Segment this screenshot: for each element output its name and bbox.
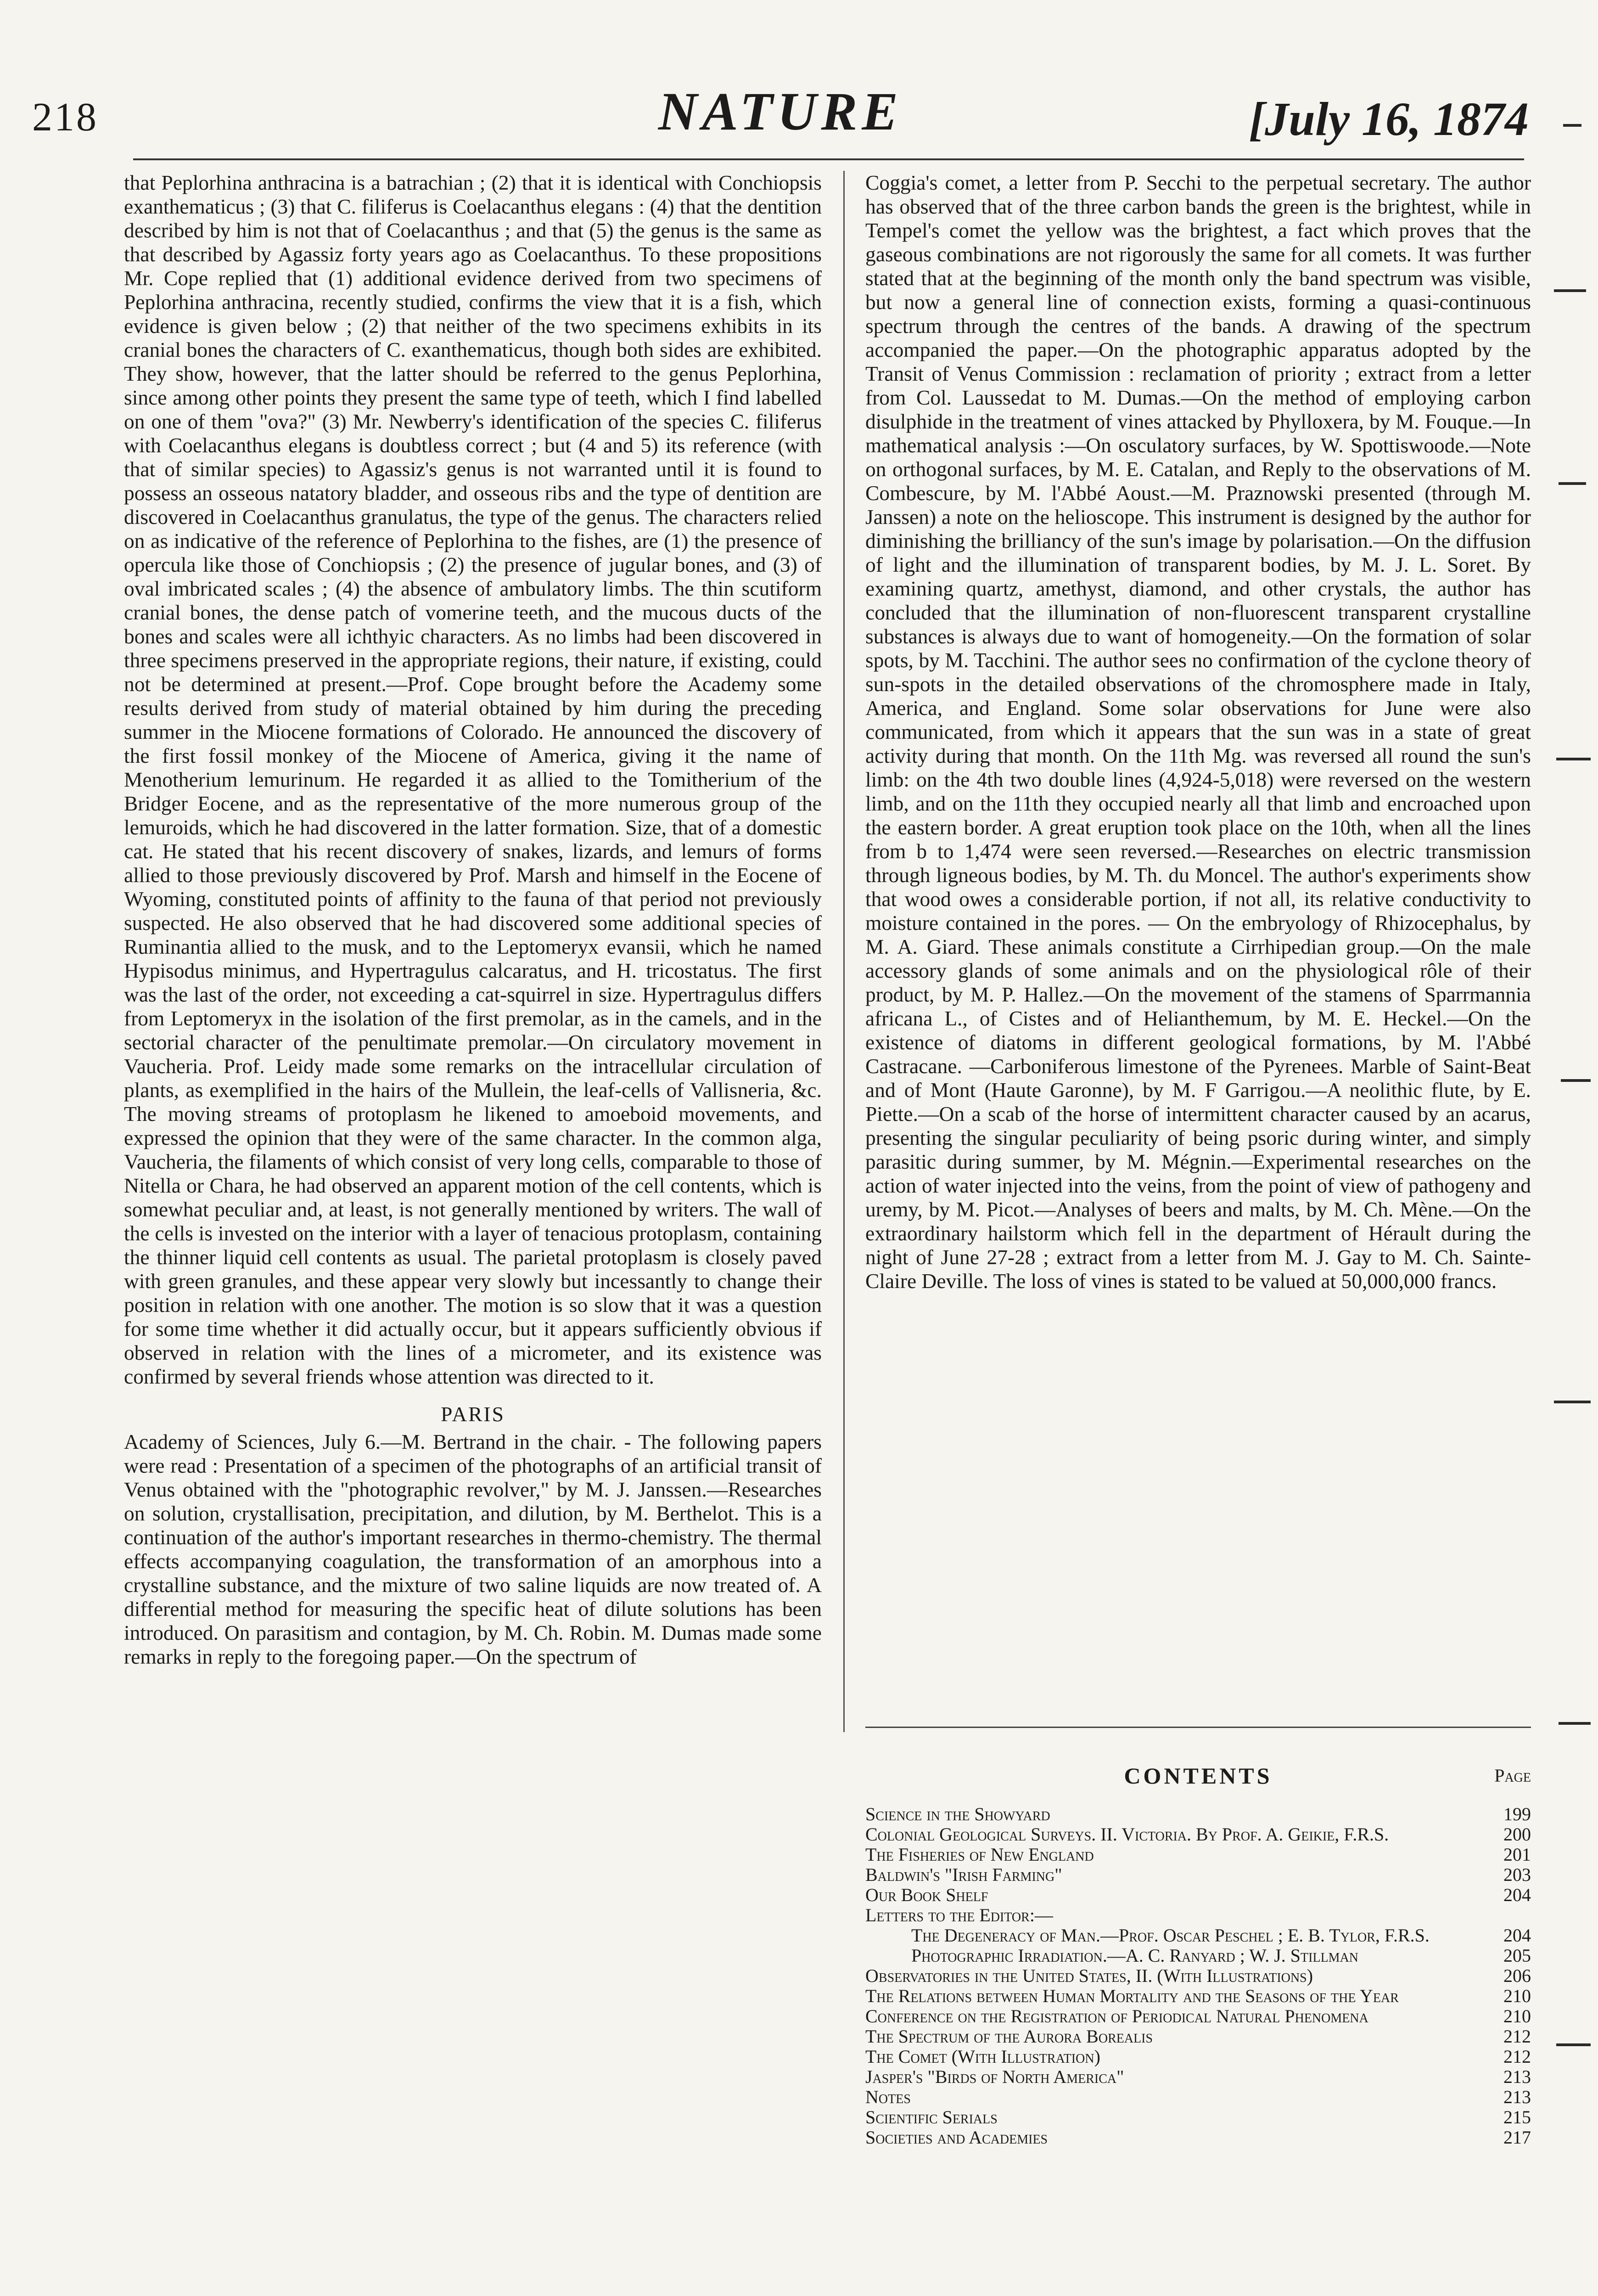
contents-item <box>865 2127 1531 2148</box>
contents-item-page: 205 <box>1503 1945 1531 1966</box>
page-header <box>32 80 1529 149</box>
contents-item <box>865 2067 1531 2087</box>
right-column <box>865 171 1531 1293</box>
margin-mark <box>1556 2043 1591 2046</box>
contents-item-page: 212 <box>1503 2026 1531 2047</box>
contents-item-title: Conference on the Registration of Periodical Natural Phenomena <box>865 2006 1368 2026</box>
margin-mark <box>1559 482 1586 485</box>
header-rule <box>133 158 1524 160</box>
contents-item-title: Our Book Shelf <box>865 1885 988 1905</box>
contents-list <box>865 1804 1531 2148</box>
page-number: 218 <box>32 95 98 140</box>
column-divider <box>843 171 845 1732</box>
contents-item-page: 206 <box>1503 1965 1531 1986</box>
contents-item-page: 204 <box>1503 1925 1531 1946</box>
contents-item-page: 201 <box>1503 1844 1531 1865</box>
contents-item-page: 210 <box>1503 2006 1531 2026</box>
paragraph: Academy of Sciences, July 6.—M. Bertrand in the chair. - The following papers were read : Presentation of a specimen of the photographs of an artificial transit of Venus obtained with the "photographic revolver," by M. J. Janssen.—Researches on solution, crystallisation, precipitation, and dilution, by M. Berthelot. This is a continuation of the author's important researches in thermo-chemistry. The thermal effects accompanying coagulation, the transformation of an amorphous into a crystalline substance, and the mixture of two saline liquids are now treated of. A differential method for measuring the specific heat of dilute solutions has been introduced. On parasitism and contagion, by M. Ch. Robin. M. Dumas made some remarks in reply to the foregoing paper.—On the spectrum of <box>124 1430 822 1668</box>
contents-item-title: Colonial Geological Surveys. II. Victoria. By Prof. A. Geikie, F.R.S. <box>865 1824 1389 1845</box>
contents-item-title: Science in the Showyard <box>865 1804 1050 1824</box>
contents-item-title: Observatories in the United States, II. (With Illustrations) <box>865 1965 1313 1986</box>
contents-page-label: Page <box>1494 1765 1531 1786</box>
contents-item <box>865 2006 1531 2026</box>
contents-item-page: 217 <box>1503 2127 1531 2148</box>
contents-item <box>865 1885 1531 1905</box>
contents-item <box>865 2107 1531 2127</box>
contents-item-page: 212 <box>1503 2046 1531 2067</box>
margin-mark <box>1556 758 1591 760</box>
contents-item-title: The Relations between Human Mortality and the Seasons of the Year <box>865 1986 1399 2006</box>
margin-mark <box>1559 1722 1591 1725</box>
contents-item <box>865 1966 1531 1986</box>
contents-item-title: Scientific Serials <box>865 2107 998 2127</box>
contents-item-title: The Comet (With Illustration) <box>865 2046 1100 2067</box>
margin-mark <box>1554 1401 1591 1403</box>
contents-item <box>865 1804 1531 1824</box>
left-column <box>124 171 822 1669</box>
contents-item-title: The Fisheries of New England <box>865 1844 1094 1865</box>
contents-item <box>865 1905 1531 1925</box>
contents-item <box>865 1925 1531 1946</box>
contents-item <box>865 1946 1531 1966</box>
contents-item <box>865 1865 1531 1885</box>
contents-item <box>865 2087 1531 2107</box>
paragraph: Coggia's comet, a letter from P. Secchi to the perpetual secretary. The author has observed that of the three carbon bands the green is the brightest, while in Tempel's comet the yellow was the brightest, a fact which proves that the gaseous combinations are not rigorously the same for all comets. It was further stated that at the beginning of the month only the band spectrum was visible, but now a general line of connection exists, forming a quasi-continuous spectrum through the centres of the bands. A drawing of the spectrum accompanied the paper.—On the photographic apparatus adopted by the Transit of Venus Commission : reclamation of priority ; extract from a letter from Col. Laussedat to M. Dumas.—On the method of employing carbon disulphide in the treatment of vines attacked by Phylloxera, by M. Fouque.—In mathematical analysis :—On osculatory surfaces, by W. Spottiswoode.—Note on orthogonal surfaces, by M. E. Catalan, and Reply to the observations of M. Combescure, by M. l'Abbé Aoust.—M. Praznowski presented (through M. Janssen) a note on the helioscope. This instrument is designed by the author for diminishing the brilliancy of the sun's image by polarisation.—On the diffusion of light and the illumination of transparent bodies, by M. J. L. Soret. By examining quartz, amethyst, diamond, and other crystals, the author has concluded that the illumination of non-fluorescent transparent crystalline substances is always due to want of homogeneity.—On the formation of solar spots, by M. Tacchini. The author sees no confirmation of the cyclone theory of sun-spots in the detailed observations of the chromosphere made in Italy, America, and England. Some solar observations for June were also communicated, from which it appears that the sun was in a state of great activity during that month. On the 11th Mg. was reversed all round the sun's limb: on the 4th two double lines (4,924-5,018) were reversed on the western limb, and on the 11th they occupied nearly all that limb and encroached upon the eastern border. A great eruption took place on the 10th, when all the lines from b to 1,474 were seen reversed.—Researches on electric transmission through ligneous bodies, by M. Th. du Moncel. The author's experiments show that wood owes a considerable portion, if not all, its relative conductivity to moisture contained in the pores. — On the embryology of Rhizocephalus, by M. A. Giard. These animals constitute a Cirrhipedian group.—On the male accessory glands of some animals and on the physiological rôle of their product, by M. P. Hallez.—On the movement of the stamens of Sparrmannia africana L., of Cistes and of Helianthemum, by M. E. Heckel.—On the existence of diatoms in different geological formations, by M. l'Abbé Castracane. —Carboniferous limestone of the Pyrenees. Marble of Saint-Beat and of Mont (Haute Garonne), by M. F Garrigou.—A neolithic flute, by E. Piette.—On a scab of the horse of intermittent character caused by an acarus, presenting the singular peculiarity of being psoric during winter, and simply parasitic during summer, by M. Mégnin.—Experimental researches on the action of water injected into the veins, from the point of view of pathogeny and uremy, by M. Picot.—Analyses of beers and malts, by M. Ch. Mène.—On the extraordinary hailstorm which fell in the department of Hérault during the night of June 27-28 ; extract from a letter from M. J. Gay to M. Ch. Sainte-Claire Deville. The loss of vines is stated to be valued at 50,000,000 francs. <box>865 171 1531 1293</box>
contents-item-title: The Degeneracy of Man.—Prof. Oscar Peschel ; E. B. Tylor, F.R.S. <box>911 1925 1430 1946</box>
issue-date: [July 16, 1874 <box>1249 93 1529 146</box>
contents-item-page: 200 <box>1503 1824 1531 1845</box>
contents-item-title: Societies and Academies <box>865 2127 1048 2148</box>
contents-item-title: The Spectrum of the Aurora Borealis <box>865 2026 1153 2047</box>
paragraph: that Peplorhina anthracina is a batrachian ; (2) that it is identical with Conchiopsis exanthematicus ; (3) that C. filiferus is Coelacanthus elegans : (4) that the dentition described by him is not that of Coelacanthus ; and that (5) the genus is the same as that described by Agassiz forty years ago as Coelacanthus. To these propositions Mr. Cope replied that (1) additional evidence derived from two specimens of Peplorhina anthracina, recently studied, confirms the view that it is a fish, which evidence is given below ; (2) that neither of the two specimens exhibits in its cranial bones the characters of C. exanthematicus, though both sides are exhibited. They show, however, that the latter should be referred to the genus Peplorhina, since among other points they present the same type of teeth, which I find labelled on one of them "ova?" (3) Mr. Newberry's identification of the species C. filiferus with Coelacanthus elegans is doubtless correct ; but (4 and 5) its reference (with that of similar species) to Agassiz's genus is not warranted until it is found to possess an osseous natatory bladder, and osseous ribs and the type of dentition are discovered in Coelacanthus granulatus, the type of the genus. The characters relied on as indicative of the reference of Peplorhina to the fishes, are (1) the presence of opercula like those of Conchiopsis ; (2) the presence of jugular bones, and (3) of oval imbricated scales ; (4) the absence of ambulatory limbs. The thin scutiform cranial bones, the dense patch of vomerine teeth, and the mucous ducts of the bones and scales were all ichthyic characters. As no limbs had been discovered in three specimens preserved in the appropriate regions, their nature, if existing, could not be determined at present.—Prof. Cope brought before the Academy some results derived from study of material obtained by him during the preceding summer in the Miocene formations of Colorado. He announced the discovery of the first fossil monkey of the Miocene of America, giving it the name of Menotherium lemurinum. He regarded it as allied to the Tomitherium of the Bridger Eocene, and as the representative of the more numerous group of the lemuroids, which he had discovered in the latter formation. Size, that of a domestic cat. He stated that his recent discovery of snakes, lizards, and lemurs of forms allied to those previously discovered by Prof. Marsh and himself in the Eocene of Wyoming, constituted points of affinity to the fauna of that period not previously suspected. He also observed that he had discovered some additional species of Ruminantia allied to the musk, and to the Leptomeryx evansii, which he named Hypisodus minimus, and Hypertragulus calcaratus, and H. tricostatus. The first was the last of the order, not exceeding a cat-squirrel in size. Hypertragulus differs from Leptomeryx in the isolation of the first premolar, as in the camels, and in the sectorial character of the penultimate premolar.—On circulatory movement in Vaucheria. Prof. Leidy made some remarks on the intracellular circulation of plants, as exemplified in the hairs of the Mullein, the leaf-cells of Vallisneria, &c. The moving streams of protoplasm he likened to amoeboid movements, and expressed the opinion that they were of the same character. In the common alga, Vaucheria, the filaments of which consist of very long cells, comparable to those of Nitella or Chara, he had observed an apparent motion of the cell contents, which is somewhat peculiar and, at least, is not generally mentioned by writers. The wall of the cells is invested on the interior with a layer of tenacious protoplasm, containing the thinner liquid cell contents as usual. The parietal protoplasm is closely paved with green granules, and these appear very slowly but incessantly to change their position in relation with one another. The motion is so slow that it was a question for some time whether it did actually occur, but it appears sufficiently obvious if observed in relation with the lines of a micrometer, and its existence was confirmed by several friends whose attention was directed to it. <box>124 171 822 1388</box>
contents-item-page: 213 <box>1503 2087 1531 2107</box>
contents-section <box>865 1763 1531 2148</box>
contents-title: CONTENTS <box>1124 1763 1273 1789</box>
adjacent-page-margin <box>1549 69 1598 2273</box>
contents-item-title: Photographic Irradiation.—A. C. Ranyard ; W. J. Stillman <box>911 1945 1359 1966</box>
margin-mark <box>1554 289 1586 292</box>
section-heading: PARIS <box>441 1402 505 1426</box>
contents-item <box>865 1986 1531 2006</box>
contents-item-page: 204 <box>1503 1885 1531 1905</box>
contents-item-title: Jasper's "Birds of North America" <box>865 2066 1124 2087</box>
margin-mark <box>1561 1079 1591 1082</box>
contents-item-title: Notes <box>865 2087 911 2107</box>
contents-item-page: 215 <box>1503 2107 1531 2127</box>
contents-item <box>865 1845 1531 1865</box>
contents-item-page: 213 <box>1503 2066 1531 2087</box>
contents-item <box>865 2026 1531 2047</box>
margin-mark <box>1563 124 1581 127</box>
contents-rule <box>865 1727 1531 1728</box>
contents-item-page: 199 <box>1503 1804 1531 1824</box>
contents-item-title: Letters to the Editor:— <box>865 1905 1053 1925</box>
journal-title: NATURE <box>658 81 903 141</box>
contents-item-title: Baldwin's "Irish Farming" <box>865 1864 1062 1885</box>
contents-item <box>865 2047 1531 2067</box>
contents-item-page: 203 <box>1503 1864 1531 1885</box>
contents-item <box>865 1824 1531 1845</box>
contents-item-page: 210 <box>1503 1986 1531 2006</box>
